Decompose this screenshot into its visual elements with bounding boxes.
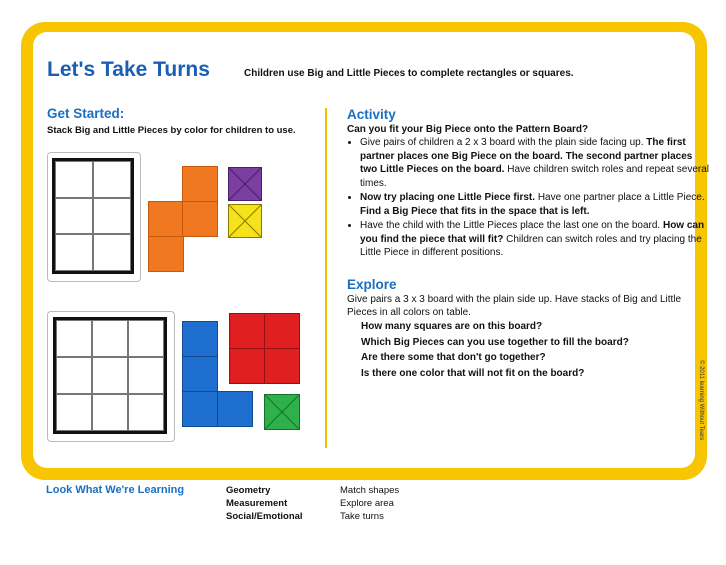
learning-area: Social/Emotional (226, 511, 303, 522)
activity-question: Can you fit your Big Piece onto the Pattern Board? (347, 124, 589, 135)
page-title: Let's Take Turns (47, 58, 210, 81)
explore-question: Are there some that don't go together? (361, 352, 546, 363)
learning-areas (226, 484, 303, 523)
activity-list (348, 136, 710, 261)
get-started-text: Stack Big and Little Pieces by color for children to use. (47, 125, 296, 136)
activity-step-2: • Now try placing one Little Piece first. Have one partner place a Little Piece. Find a Big Piece that fits in the space that is left. (360, 191, 710, 218)
column-divider (325, 108, 327, 448)
learning-skills (340, 484, 399, 523)
activity-heading: Activity (347, 107, 396, 122)
copyright-text: © 2011 learning Without Tears (698, 360, 704, 441)
explore-question: How many squares are on this board? (361, 321, 543, 332)
board-2x3-grid (52, 158, 134, 274)
explore-question: Which Big Pieces can you use together to fill the board? (361, 337, 629, 348)
footer-heading: Look What We're Learning (46, 484, 185, 496)
page-subtitle: Children use Big and Little Pieces to complete rectangles or squares. (244, 68, 574, 79)
learning-skill: Match shapes (340, 485, 400, 496)
get-started-heading: Get Started: (47, 106, 125, 121)
board-3x3-grid (53, 317, 167, 434)
learning-area: Measurement (226, 498, 288, 509)
explore-question: Is there one color that will not fit on the board? (361, 368, 585, 379)
explore-text: Give pairs a 3 x 3 board with the plain side up. Have stacks of Big and Little Pieces in all colors on table. (347, 294, 682, 318)
explore-heading: Explore (347, 277, 397, 292)
learning-area: Geometry (226, 485, 271, 496)
activity-step-3: • Have the child with the Little Pieces place the last one on the board. How can you find the piece that will fit? Children can switch roles and try placing the Little Piece in different positions. (360, 219, 710, 260)
learning-skill: Take turns (340, 511, 384, 522)
activity-step-1: • Give pairs of children a 2 x 3 board with the plain side facing up. The first partner places one Big Piece on the board. The second partner places two Little Pieces on the board. Have children switch roles and repeat several times. (360, 136, 710, 190)
learning-skill: Explore area (340, 498, 394, 509)
